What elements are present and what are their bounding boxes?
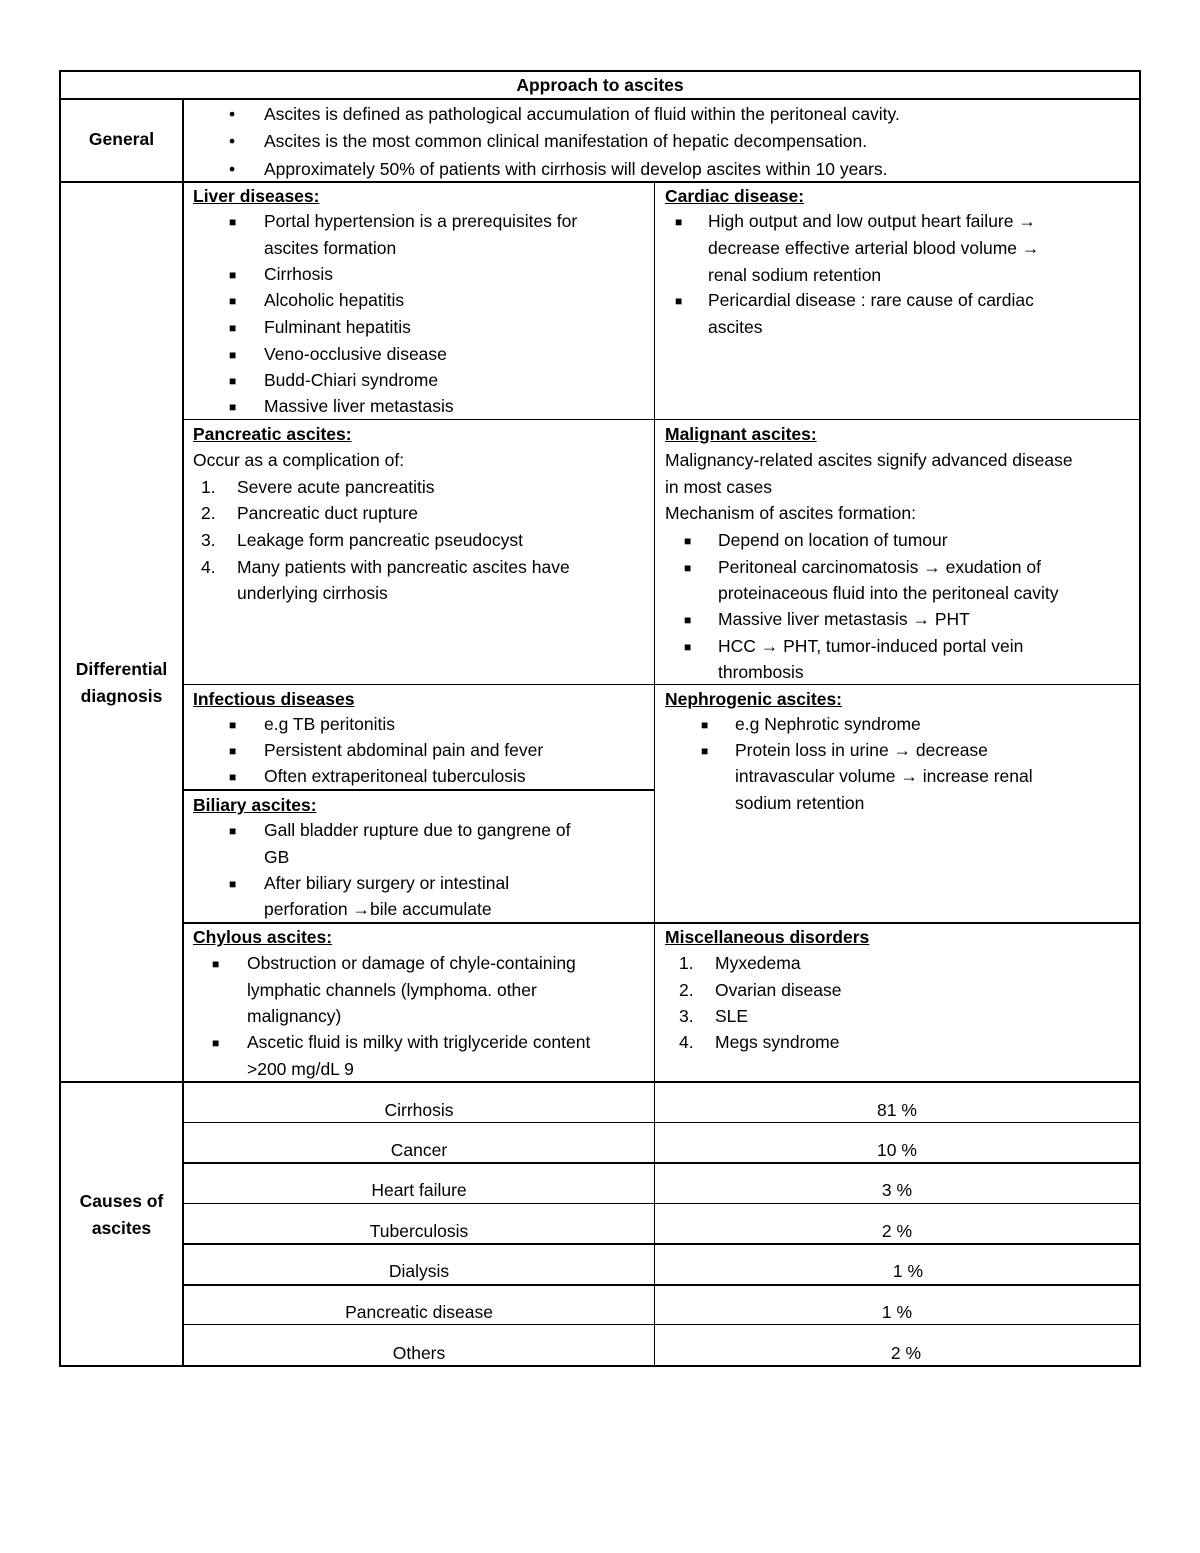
biliary-item: perforation →bile accumulate bbox=[264, 899, 492, 919]
square-bullet-icon: ■ bbox=[212, 957, 220, 971]
list-number: 4. bbox=[201, 557, 216, 577]
biliary-item: GB bbox=[264, 847, 290, 867]
square-bullet-icon: ■ bbox=[701, 744, 709, 758]
cause-name: Cancer bbox=[390, 1140, 448, 1160]
square-bullet-icon: ■ bbox=[675, 215, 683, 229]
list-number: 4. bbox=[679, 1032, 694, 1052]
misc-item: SLE bbox=[715, 1006, 749, 1026]
infectious-item: e.g TB peritonitis bbox=[264, 714, 395, 734]
liver-item: Fulminant hepatitis bbox=[264, 317, 411, 337]
biliary-heading: Biliary ascites: bbox=[193, 795, 317, 815]
list-number: 2. bbox=[679, 980, 694, 1000]
pancreatic-heading: Pancreatic ascites: bbox=[193, 424, 352, 444]
square-bullet-icon: ■ bbox=[229, 824, 237, 838]
malignant-heading: Malignant ascites: bbox=[665, 424, 817, 444]
cause-name: Pancreatic disease bbox=[345, 1302, 493, 1322]
divider bbox=[59, 1081, 1141, 1083]
misc-item: Megs syndrome bbox=[715, 1032, 840, 1052]
pancreatic-item: Pancreatic duct rupture bbox=[237, 503, 418, 523]
chylous-item: malignancy) bbox=[247, 1006, 342, 1026]
square-bullet-icon: ■ bbox=[229, 770, 237, 784]
list-number: 3. bbox=[679, 1006, 694, 1026]
differential-label-line1: Differential bbox=[75, 659, 168, 679]
list-number: 1. bbox=[201, 477, 216, 497]
divider bbox=[182, 98, 184, 1366]
bullet-icon: • bbox=[229, 131, 236, 151]
misc-item: Ovarian disease bbox=[715, 980, 842, 1000]
square-bullet-icon: ■ bbox=[229, 268, 237, 282]
pancreatic-item: Many patients with pancreatic ascites have bbox=[237, 557, 570, 577]
liver-item: Portal hypertension is a prerequisites for bbox=[264, 211, 578, 231]
pancreatic-item: Leakage form pancreatic pseudocyst bbox=[237, 530, 523, 550]
infectious-heading: Infectious diseases bbox=[193, 689, 355, 709]
liver-heading: Liver diseases: bbox=[193, 186, 320, 206]
misc-item: Myxedema bbox=[715, 953, 801, 973]
nephrogenic-item: sodium retention bbox=[735, 793, 865, 813]
nephrogenic-item: e.g Nephrotic syndrome bbox=[735, 714, 921, 734]
infectious-item: Often extraperitoneal tuberculosis bbox=[264, 766, 526, 786]
cause-name: Tuberculosis bbox=[369, 1221, 469, 1241]
pancreatic-item: underlying cirrhosis bbox=[237, 583, 388, 603]
list-number: 2. bbox=[201, 503, 216, 523]
table-border-right bbox=[1139, 70, 1141, 1367]
liver-item: ascites formation bbox=[264, 238, 397, 258]
malignant-mechanism: Mechanism of ascites formation: bbox=[665, 503, 916, 523]
square-bullet-icon: ■ bbox=[229, 400, 237, 414]
causes-label-line1: Causes of bbox=[79, 1191, 164, 1211]
cause-percent: 2 % bbox=[881, 1221, 913, 1241]
cause-percent: 10 % bbox=[877, 1140, 917, 1160]
liver-item: Veno-occlusive disease bbox=[264, 344, 447, 364]
malignant-item: thrombosis bbox=[718, 662, 804, 682]
square-bullet-icon: ■ bbox=[229, 374, 237, 388]
liver-item: Budd-Chiari syndrome bbox=[264, 370, 439, 390]
differential-label-line2: diagnosis bbox=[80, 686, 163, 706]
cardiac-item: decrease effective arterial blood volume → bbox=[708, 238, 1040, 258]
square-bullet-icon: ■ bbox=[229, 877, 237, 891]
cause-percent: 2 % bbox=[890, 1343, 922, 1363]
square-bullet-icon: ■ bbox=[684, 534, 692, 548]
liver-item: Cirrhosis bbox=[264, 264, 334, 284]
cardiac-item: renal sodium retention bbox=[708, 265, 882, 285]
square-bullet-icon: ■ bbox=[229, 348, 237, 362]
cause-name: Cirrhosis bbox=[384, 1100, 454, 1120]
malignant-item: HCC → PHT, tumor-induced portal vein bbox=[718, 636, 1024, 656]
causes-label-line2: ascites bbox=[91, 1218, 152, 1238]
cardiac-item: Pericardial disease : rare cause of cardiac bbox=[708, 290, 1034, 310]
divider bbox=[183, 684, 1140, 685]
general-bullet: Ascites is the most common clinical manifestation of hepatic decompensation. bbox=[264, 131, 868, 151]
liver-item: Alcoholic hepatitis bbox=[264, 290, 405, 310]
page-title: Approach to ascites bbox=[516, 75, 684, 95]
chylous-heading: Chylous ascites: bbox=[193, 927, 333, 947]
cardiac-item: High output and low output heart failure → bbox=[708, 211, 1036, 231]
list-number: 3. bbox=[201, 530, 216, 550]
malignant-item: Depend on location of tumour bbox=[718, 530, 948, 550]
square-bullet-icon: ■ bbox=[229, 294, 237, 308]
cardiac-item: ascites bbox=[708, 317, 763, 337]
bullet-icon: • bbox=[229, 104, 236, 124]
chylous-item: Ascetic fluid is milky with triglyceride content bbox=[247, 1032, 591, 1052]
table-border-left bbox=[59, 70, 61, 1367]
infectious-item: Persistent abdominal pain and fever bbox=[264, 740, 544, 760]
general-bullet: Ascites is defined as pathological accumulation of fluid within the peritoneal cavity. bbox=[264, 104, 900, 124]
general-label: General bbox=[88, 129, 155, 149]
chylous-item: Obstruction or damage of chyle-containing bbox=[247, 953, 576, 973]
malignant-item: Peritoneal carcinomatosis → exudation of bbox=[718, 557, 1041, 577]
list-number: 1. bbox=[679, 953, 694, 973]
malignant-item: Massive liver metastasis → PHT bbox=[718, 609, 970, 629]
cause-percent: 1 % bbox=[892, 1261, 924, 1281]
square-bullet-icon: ■ bbox=[684, 561, 692, 575]
cause-name: Dialysis bbox=[388, 1261, 450, 1281]
pancreatic-item: Severe acute pancreatitis bbox=[237, 477, 435, 497]
cause-percent: 81 % bbox=[877, 1100, 917, 1120]
chylous-item: lymphatic channels (lymphoma. other bbox=[247, 980, 537, 1000]
cause-name: Heart failure bbox=[371, 1180, 467, 1200]
square-bullet-icon: ■ bbox=[229, 744, 237, 758]
cause-name: Others bbox=[392, 1343, 446, 1363]
biliary-item: Gall bladder rupture due to gangrene of bbox=[264, 820, 571, 840]
square-bullet-icon: ■ bbox=[684, 640, 692, 654]
general-bullet: Approximately 50% of patients with cirrhosis will develop ascites within 10 years. bbox=[264, 159, 888, 179]
square-bullet-icon: ■ bbox=[229, 215, 237, 229]
nephrogenic-heading: Nephrogenic ascites: bbox=[665, 689, 842, 709]
biliary-item: After biliary surgery or intestinal bbox=[264, 873, 510, 893]
bullet-icon: • bbox=[229, 159, 236, 179]
chylous-item: >200 mg/dL 9 bbox=[247, 1059, 354, 1079]
square-bullet-icon: ■ bbox=[229, 321, 237, 335]
cardiac-heading: Cardiac disease: bbox=[665, 186, 805, 206]
pancreatic-intro: Occur as a complication of: bbox=[193, 450, 405, 470]
square-bullet-icon: ■ bbox=[229, 718, 237, 732]
nephrogenic-item: Protein loss in urine → decrease bbox=[735, 740, 988, 760]
cause-percent: 3 % bbox=[881, 1180, 913, 1200]
malignant-item: proteinaceous fluid into the peritoneal cavity bbox=[718, 583, 1059, 603]
square-bullet-icon: ■ bbox=[212, 1036, 220, 1050]
nephrogenic-item: intravascular volume → increase renal bbox=[735, 766, 1033, 786]
square-bullet-icon: ■ bbox=[684, 613, 692, 627]
square-bullet-icon: ■ bbox=[675, 294, 683, 308]
cause-percent: 1 % bbox=[881, 1302, 913, 1322]
misc-heading: Miscellaneous disorders bbox=[665, 927, 870, 947]
malignant-intro: in most cases bbox=[665, 477, 772, 497]
square-bullet-icon: ■ bbox=[701, 718, 709, 732]
malignant-intro: Malignancy-related ascites signify advanced disease bbox=[665, 450, 1073, 470]
liver-item: Massive liver metastasis bbox=[264, 396, 454, 416]
